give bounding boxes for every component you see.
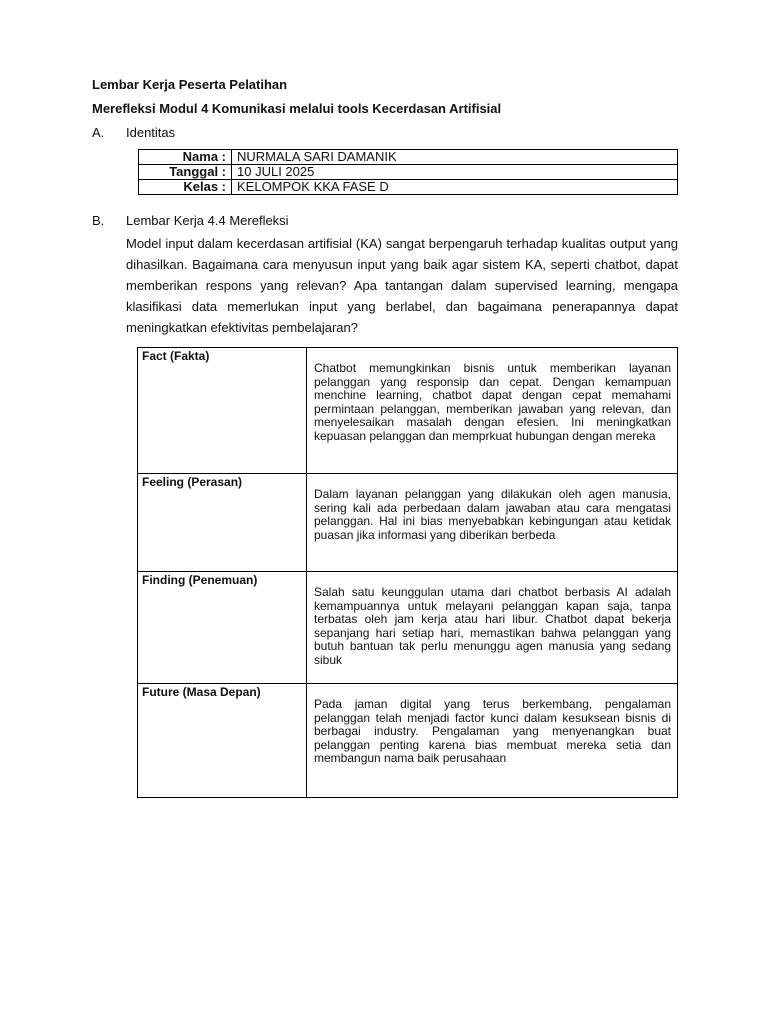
identity-value: KELOMPOK KKA FASE D [232, 180, 678, 195]
identity-value: NURMALA SARI DAMANIK [232, 150, 678, 165]
document-subheading: Merefleksi Modul 4 Komunikasi melalui tools Kecerdasan Artifisial [92, 101, 502, 116]
identity-label: Nama : [139, 150, 232, 165]
identity-row-name [139, 150, 678, 165]
reflection-label: Future (Masa Depan) [138, 684, 307, 798]
reflection-label: Fact (Fakta) [138, 348, 307, 474]
reflection-row-future [138, 684, 678, 798]
intro-paragraph: Model input dalam kecerdasan artifisial (KA) sangat berpengaruh terhadap kualitas output yang dihasilkan. Bagaimana cara menyusun input yang baik agar sistem KA, seperti chatbot, dapat memberikan respons yang relevan? Apa tantangan dalam supervised learning, mengapa klasifikasi data memerlukan input yang berlabel, dan bagaimana penerapannya dapat meningkatkan efektivitas pembelajaran? [126, 236, 678, 335]
reflection-text: Dalam layanan pelanggan yang dilakukan oleh agen manusia, sering kali ada perbedaan dalam jawaban atau cara mengatasi pelanggan. Hal ini bias menyebabkan kebingungan atau ketidak puasan jika informasi yang diberikan berbeda [307, 474, 678, 572]
reflection-text: Pada jaman digital yang terus berkembang, pengalaman pelanggan telah menjadi factor kunci dalam kesuksean bisnis di berbagai industry. Pengalaman yang menyenangkan buat pelanggan penting karena bias membuat mereka setia dan membangun nama baik perusahaan [307, 684, 678, 798]
section-a-title: Identitas [126, 125, 176, 140]
section-a-letter: A. [92, 125, 105, 140]
identity-value: 10 JULI 2025 [232, 165, 678, 180]
document-heading: Lembar Kerja Peserta Pelatihan [92, 77, 288, 92]
identity-row-date [139, 165, 678, 180]
reflection-label: Finding (Penemuan) [138, 572, 307, 684]
identity-row-class [139, 180, 678, 195]
identity-table [138, 149, 678, 195]
section-b-title: Lembar Kerja 4.4 Merefleksi [126, 213, 289, 228]
identity-label: Kelas : [139, 180, 232, 195]
reflection-text: Chatbot memungkinkan bisnis untuk memberikan layanan pelanggan yang responsip dan cepat. Dengan kemampuan menchine learning, chatbot dapat dengan cepat memahami permintaan pelanggan, memberikan jawaban yang relevan, dan menyelesaikan masalah dengan efesien. Ini meningkatkan kepuasan pelanggan dan memprkuat hubungan dengan mereka [307, 348, 678, 474]
reflection-row-feeling [138, 474, 678, 572]
identity-label: Tanggal : [139, 165, 232, 180]
reflection-label: Feeling (Perasan) [138, 474, 307, 572]
reflection-table [137, 347, 678, 798]
reflection-row-fact [138, 348, 678, 474]
reflection-text: Salah satu keunggulan utama dari chatbot berbasis AI adalah kemampuannya untuk melayani pelanggan kapan saja, tanpa terbatas oleh jam kerja atau hari libur. Chatbot dapat bekerja sepanjang hari setiap hari, memastikan bahwa pelanggan yang butuh bantuan tak perlu menunggu agen manusia yang sedang sibuk [307, 572, 678, 684]
section-b-letter: B. [92, 213, 105, 228]
reflection-row-finding [138, 572, 678, 684]
